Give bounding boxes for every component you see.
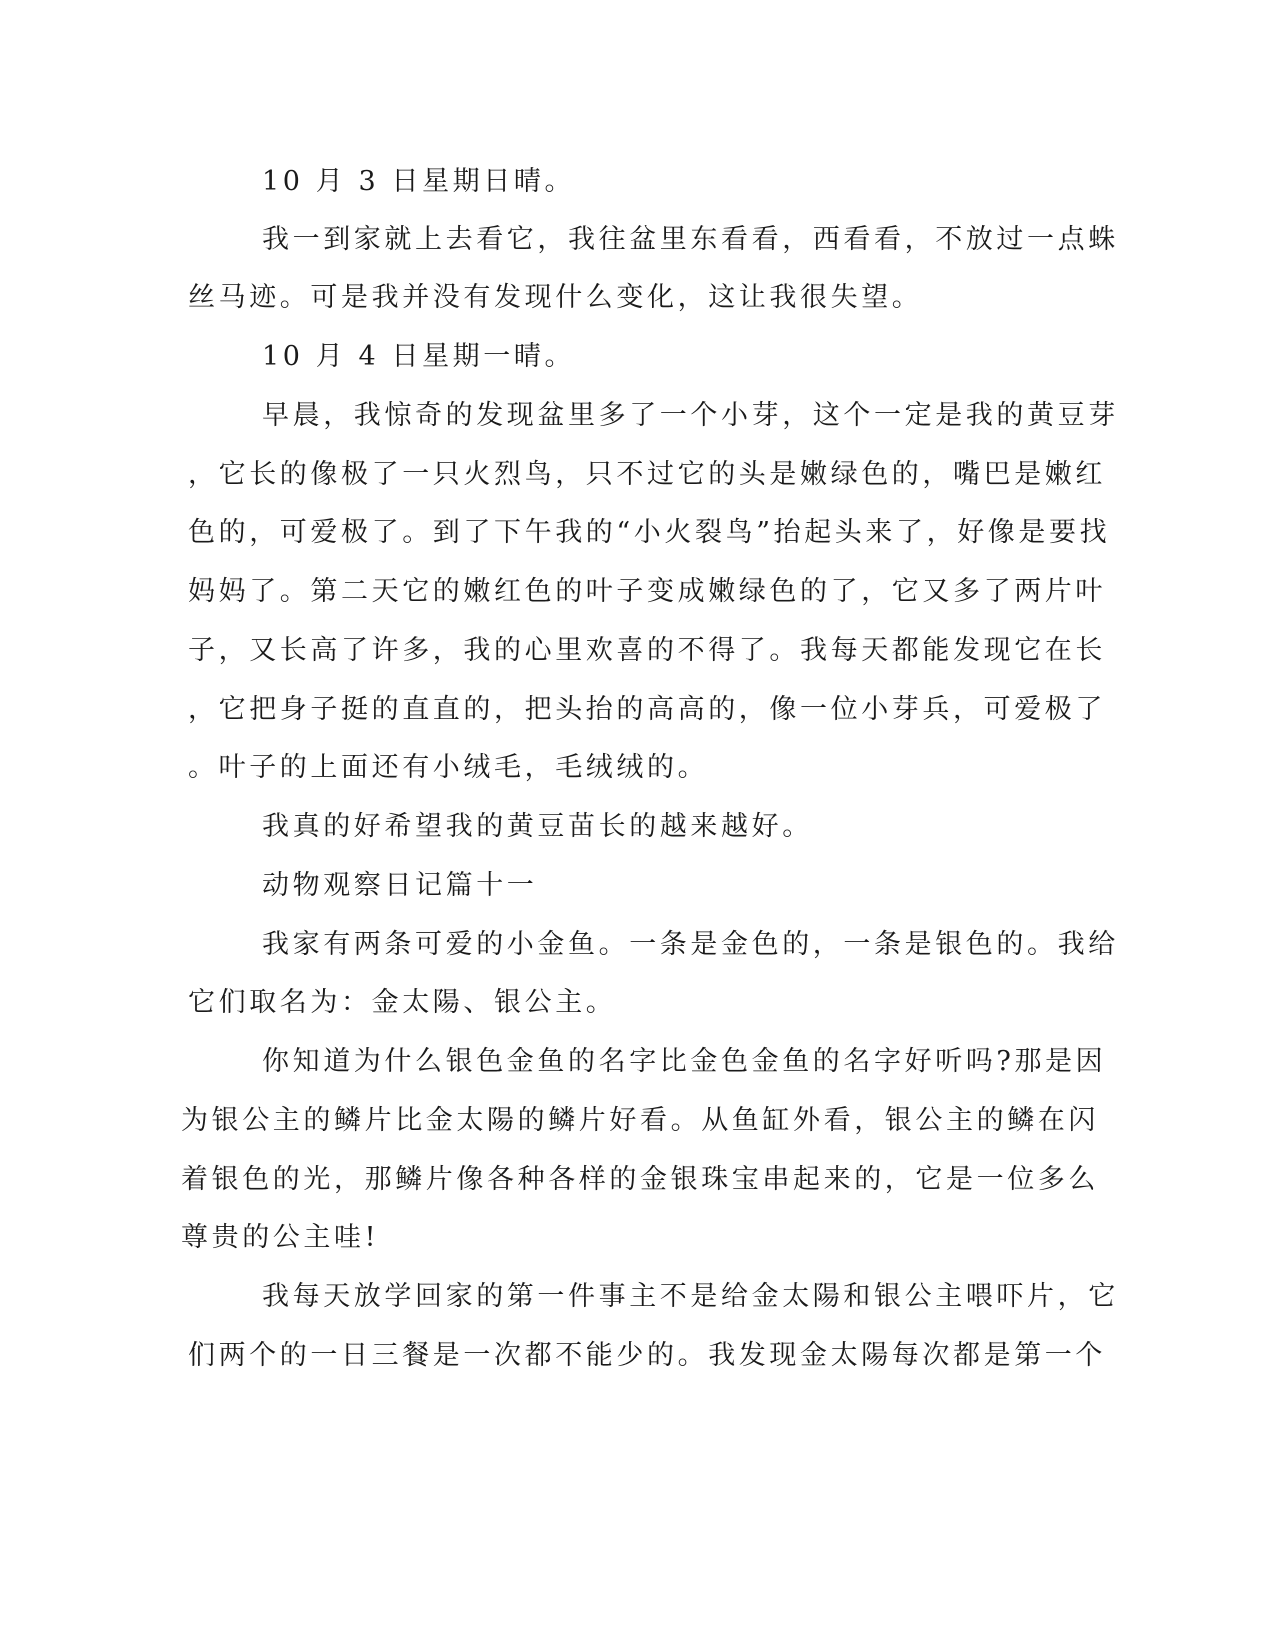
paragraph-line: 。叶子的上面还有小绒毛，毛绒绒的。 (188, 752, 709, 783)
paragraph-line: 着银色的光，那鳞片像各种各样的金银珠宝串起来的，它是一位多么 (181, 1164, 1099, 1195)
paragraph-line: 我真的好希望我的黄豆苗长的越来越好。 (262, 811, 813, 842)
paragraph-line: ，它长的像极了一只火烈鸟，只不过它的头是嫩绿色的，嘴巴是嫩红 (188, 459, 1106, 490)
paragraph-line: 子，又长高了许多，我的心里欢喜的不得了。我每天都能发现它在长 (188, 635, 1106, 666)
paragraph-line: 们两个的一日三餐是一次都不能少的。我发现金太陽每次都是第一个 (188, 1340, 1106, 1371)
paragraph-line: ，它把身子挺的直直的，把头抬的高高的，像一位小芽兵，可爱极了 (188, 694, 1106, 725)
section-title: 动物观察日记篇十一 (262, 870, 538, 901)
paragraph-line: 我每天放学回家的第一件事主不是给金太陽和银公主喂吓片，它 (262, 1281, 1119, 1312)
paragraph-line: 它们取名为：金太陽、银公主。 (188, 987, 617, 1018)
paragraph-line: 为银公主的鳞片比金太陽的鳞片好看。从鱼缸外看，银公主的鳞在闪 (181, 1105, 1099, 1136)
paragraph-line: 你知道为什么银色金鱼的名字比金色金鱼的名字好听吗?那是因 (262, 1046, 1107, 1077)
diary-date-oct-3: 10 月 3 日星期日晴。 (262, 166, 576, 197)
paragraph-line: 妈妈了。第二天它的嫩红色的叶子变成嫩绿色的了，它又多了两片叶 (188, 576, 1106, 607)
paragraph-line: 丝马迹。可是我并没有发现什么变化，这让我很失望。 (188, 282, 923, 313)
diary-date-oct-4: 10 月 4 日星期一晴。 (262, 341, 576, 372)
paragraph-line: 尊贵的公主哇! (181, 1222, 380, 1253)
paragraph-line: 我家有两条可爱的小金鱼。一条是金色的，一条是银色的。我给 (262, 929, 1119, 960)
paragraph-line: 我一到家就上去看它，我往盆里东看看，西看看，不放过一点蛛 (262, 224, 1119, 255)
paragraph-line: 早晨，我惊奇的发现盆里多了一个小芽，这个一定是我的黄豆芽 (262, 400, 1119, 431)
paragraph-line: 色的，可爱极了。到了下午我的“小火裂鸟”抬起头来了，好像是要找 (188, 517, 1111, 548)
